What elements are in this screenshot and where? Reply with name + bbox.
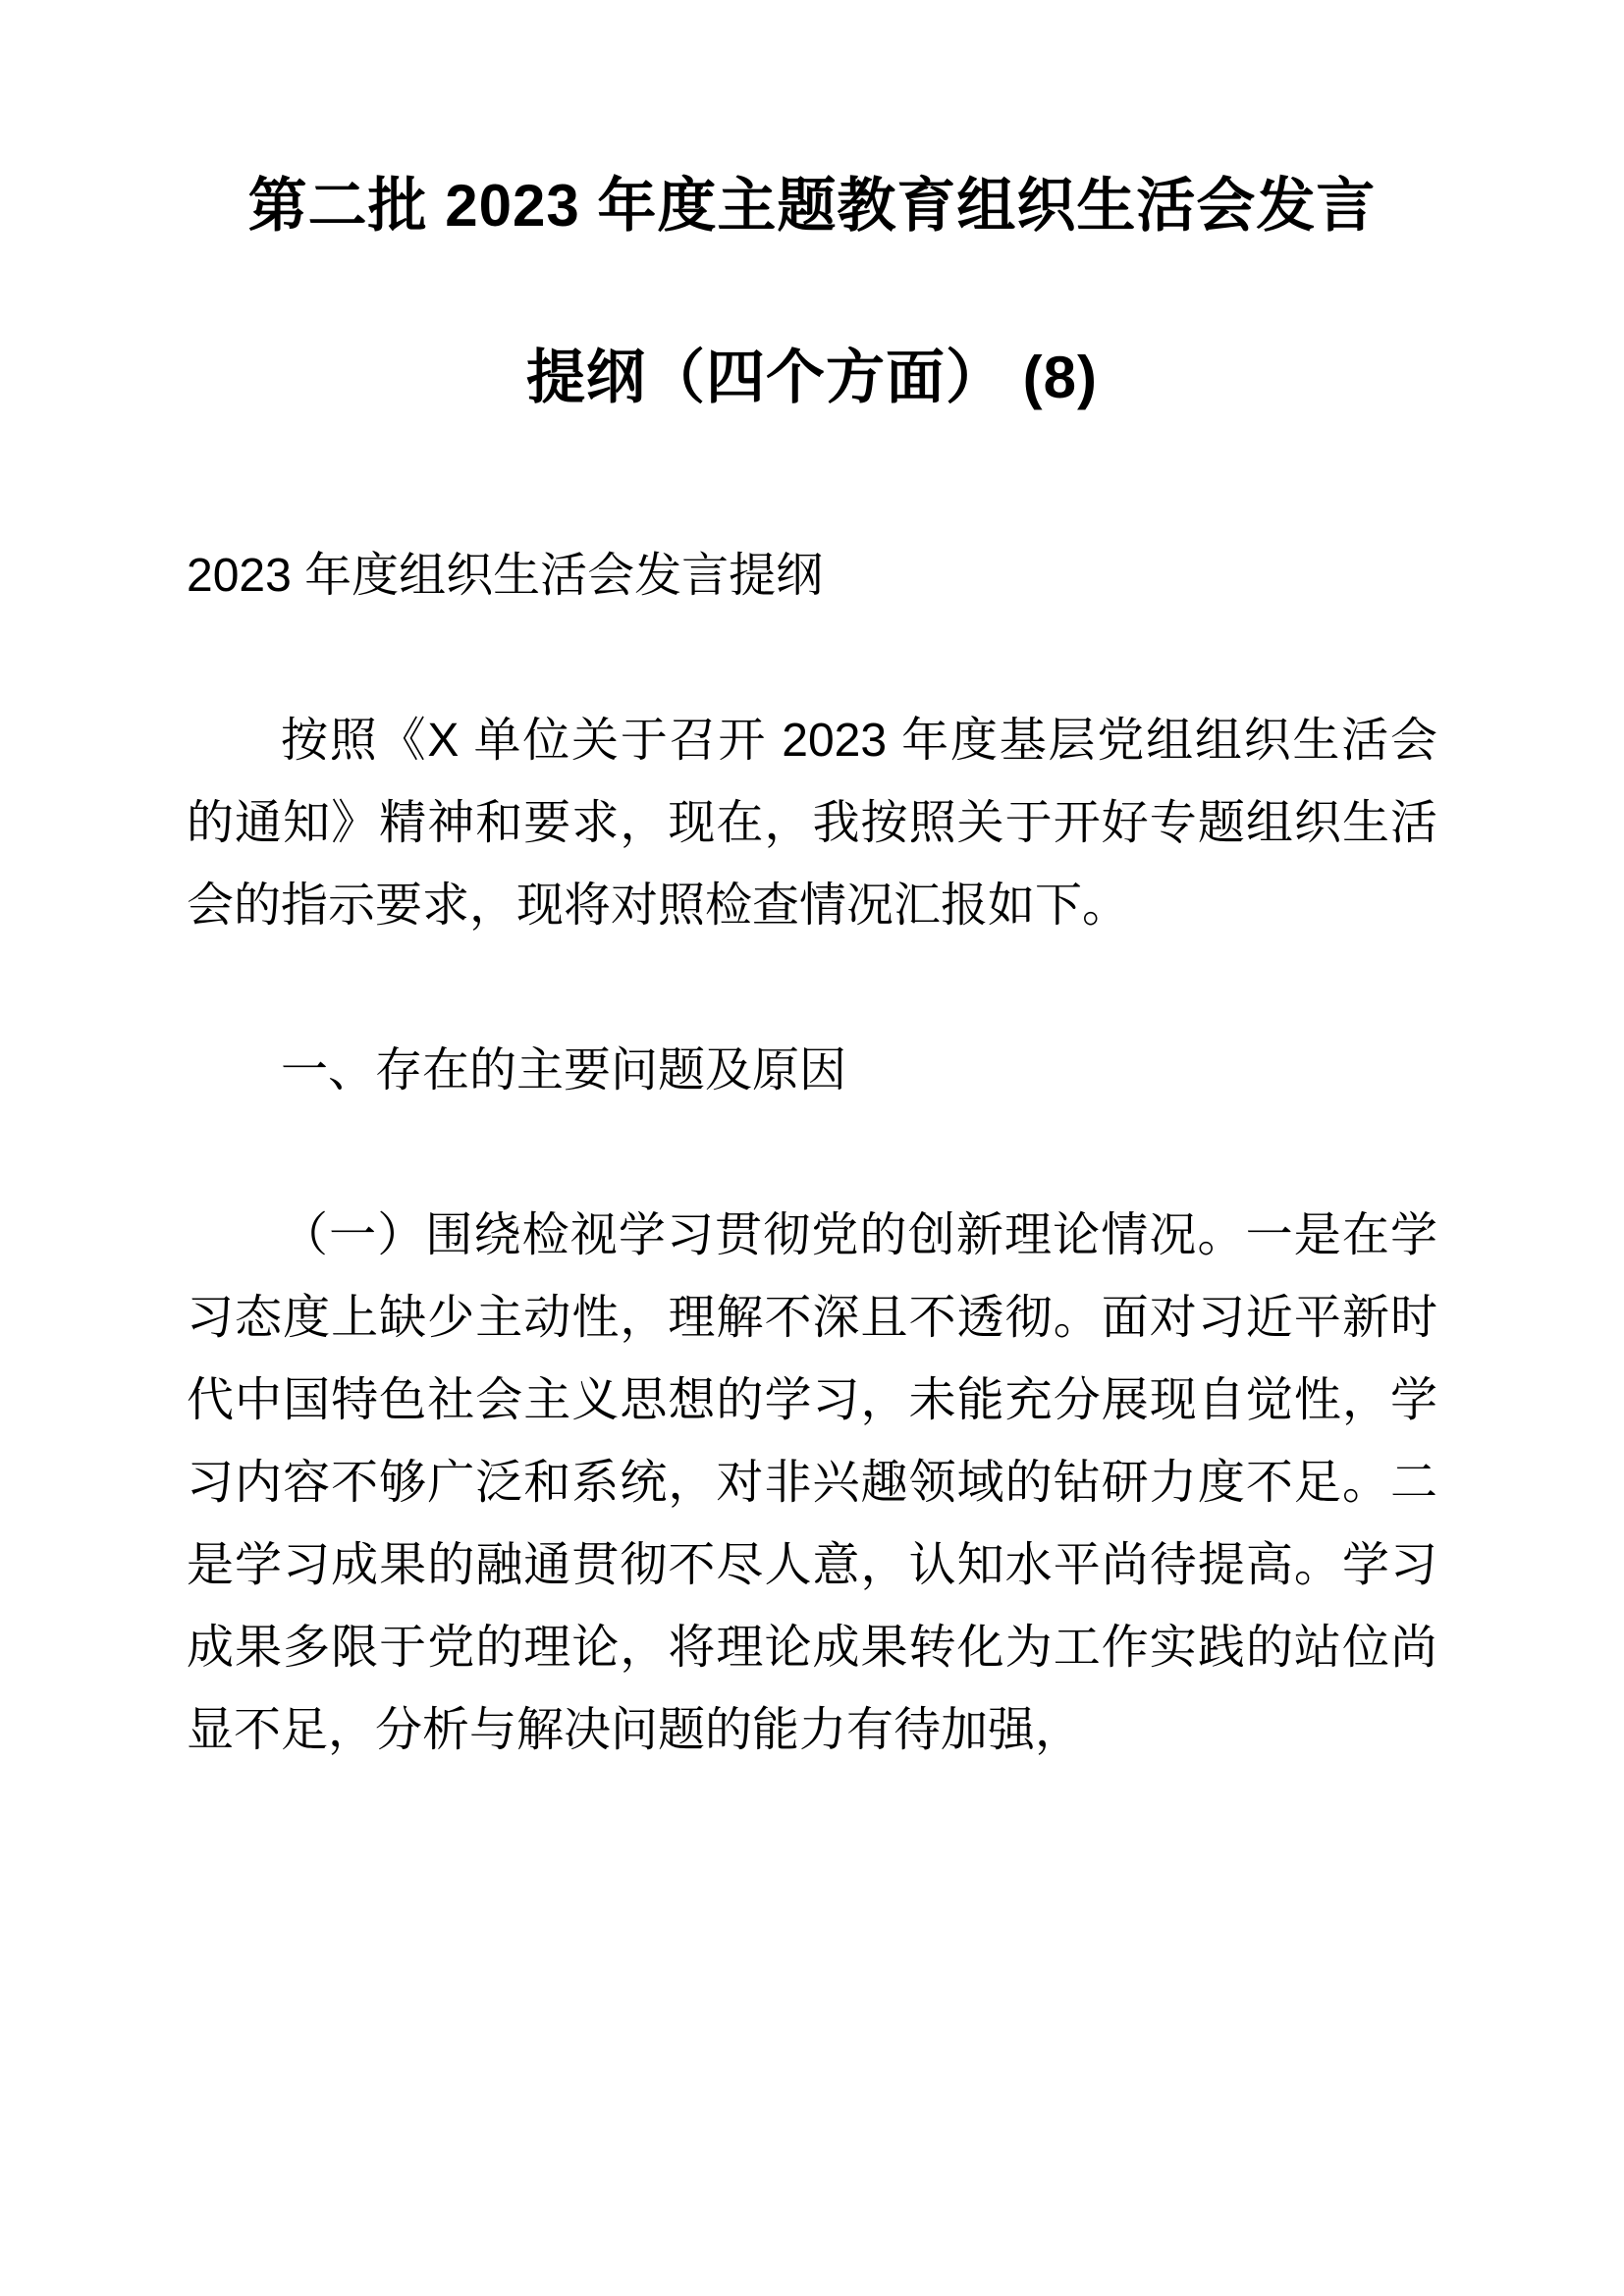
paragraph-section-one: （一）围绕检视学习贯彻党的创新理论情况。一是在学习态度上缺少主动性，理解不深且不透彻。面对习近平新时代中国特色社会主义思想的学习，未能充分展现自觉性，学习内容不够广泛和系统，对非兴趣领域的钻研力度不足。二是学习成果的融通贯彻不尽人意，认知水平尚待提高。学习成果多限于党的理论，将理论成果转化为工作实践的站位尚显不足，分析与解决问题的能力有待加强， <box>187 1209 1437 1756</box>
section-heading-main-problems: 一、存在的主要问题及原因 <box>281 1044 847 1096</box>
document-title-line2: 提纲（四个方面） (8) <box>526 345 1098 410</box>
document-title-line1: 第二批 2023 年度主题教育组织生活会发言 <box>247 173 1377 239</box>
document-body <box>187 535 1437 1772</box>
document-title <box>187 173 1437 410</box>
body-heading-report-title: 2023 年度组织生活会发言提纲 <box>187 550 824 602</box>
paragraph-intro: 按照《X 单位关于召开 2023 年度基层党组组织生活会的通知》精神和要求，现在，我按照关于开好专题组织生活会的指示要求，现将对照检查情况汇报如下。 <box>187 715 1437 932</box>
